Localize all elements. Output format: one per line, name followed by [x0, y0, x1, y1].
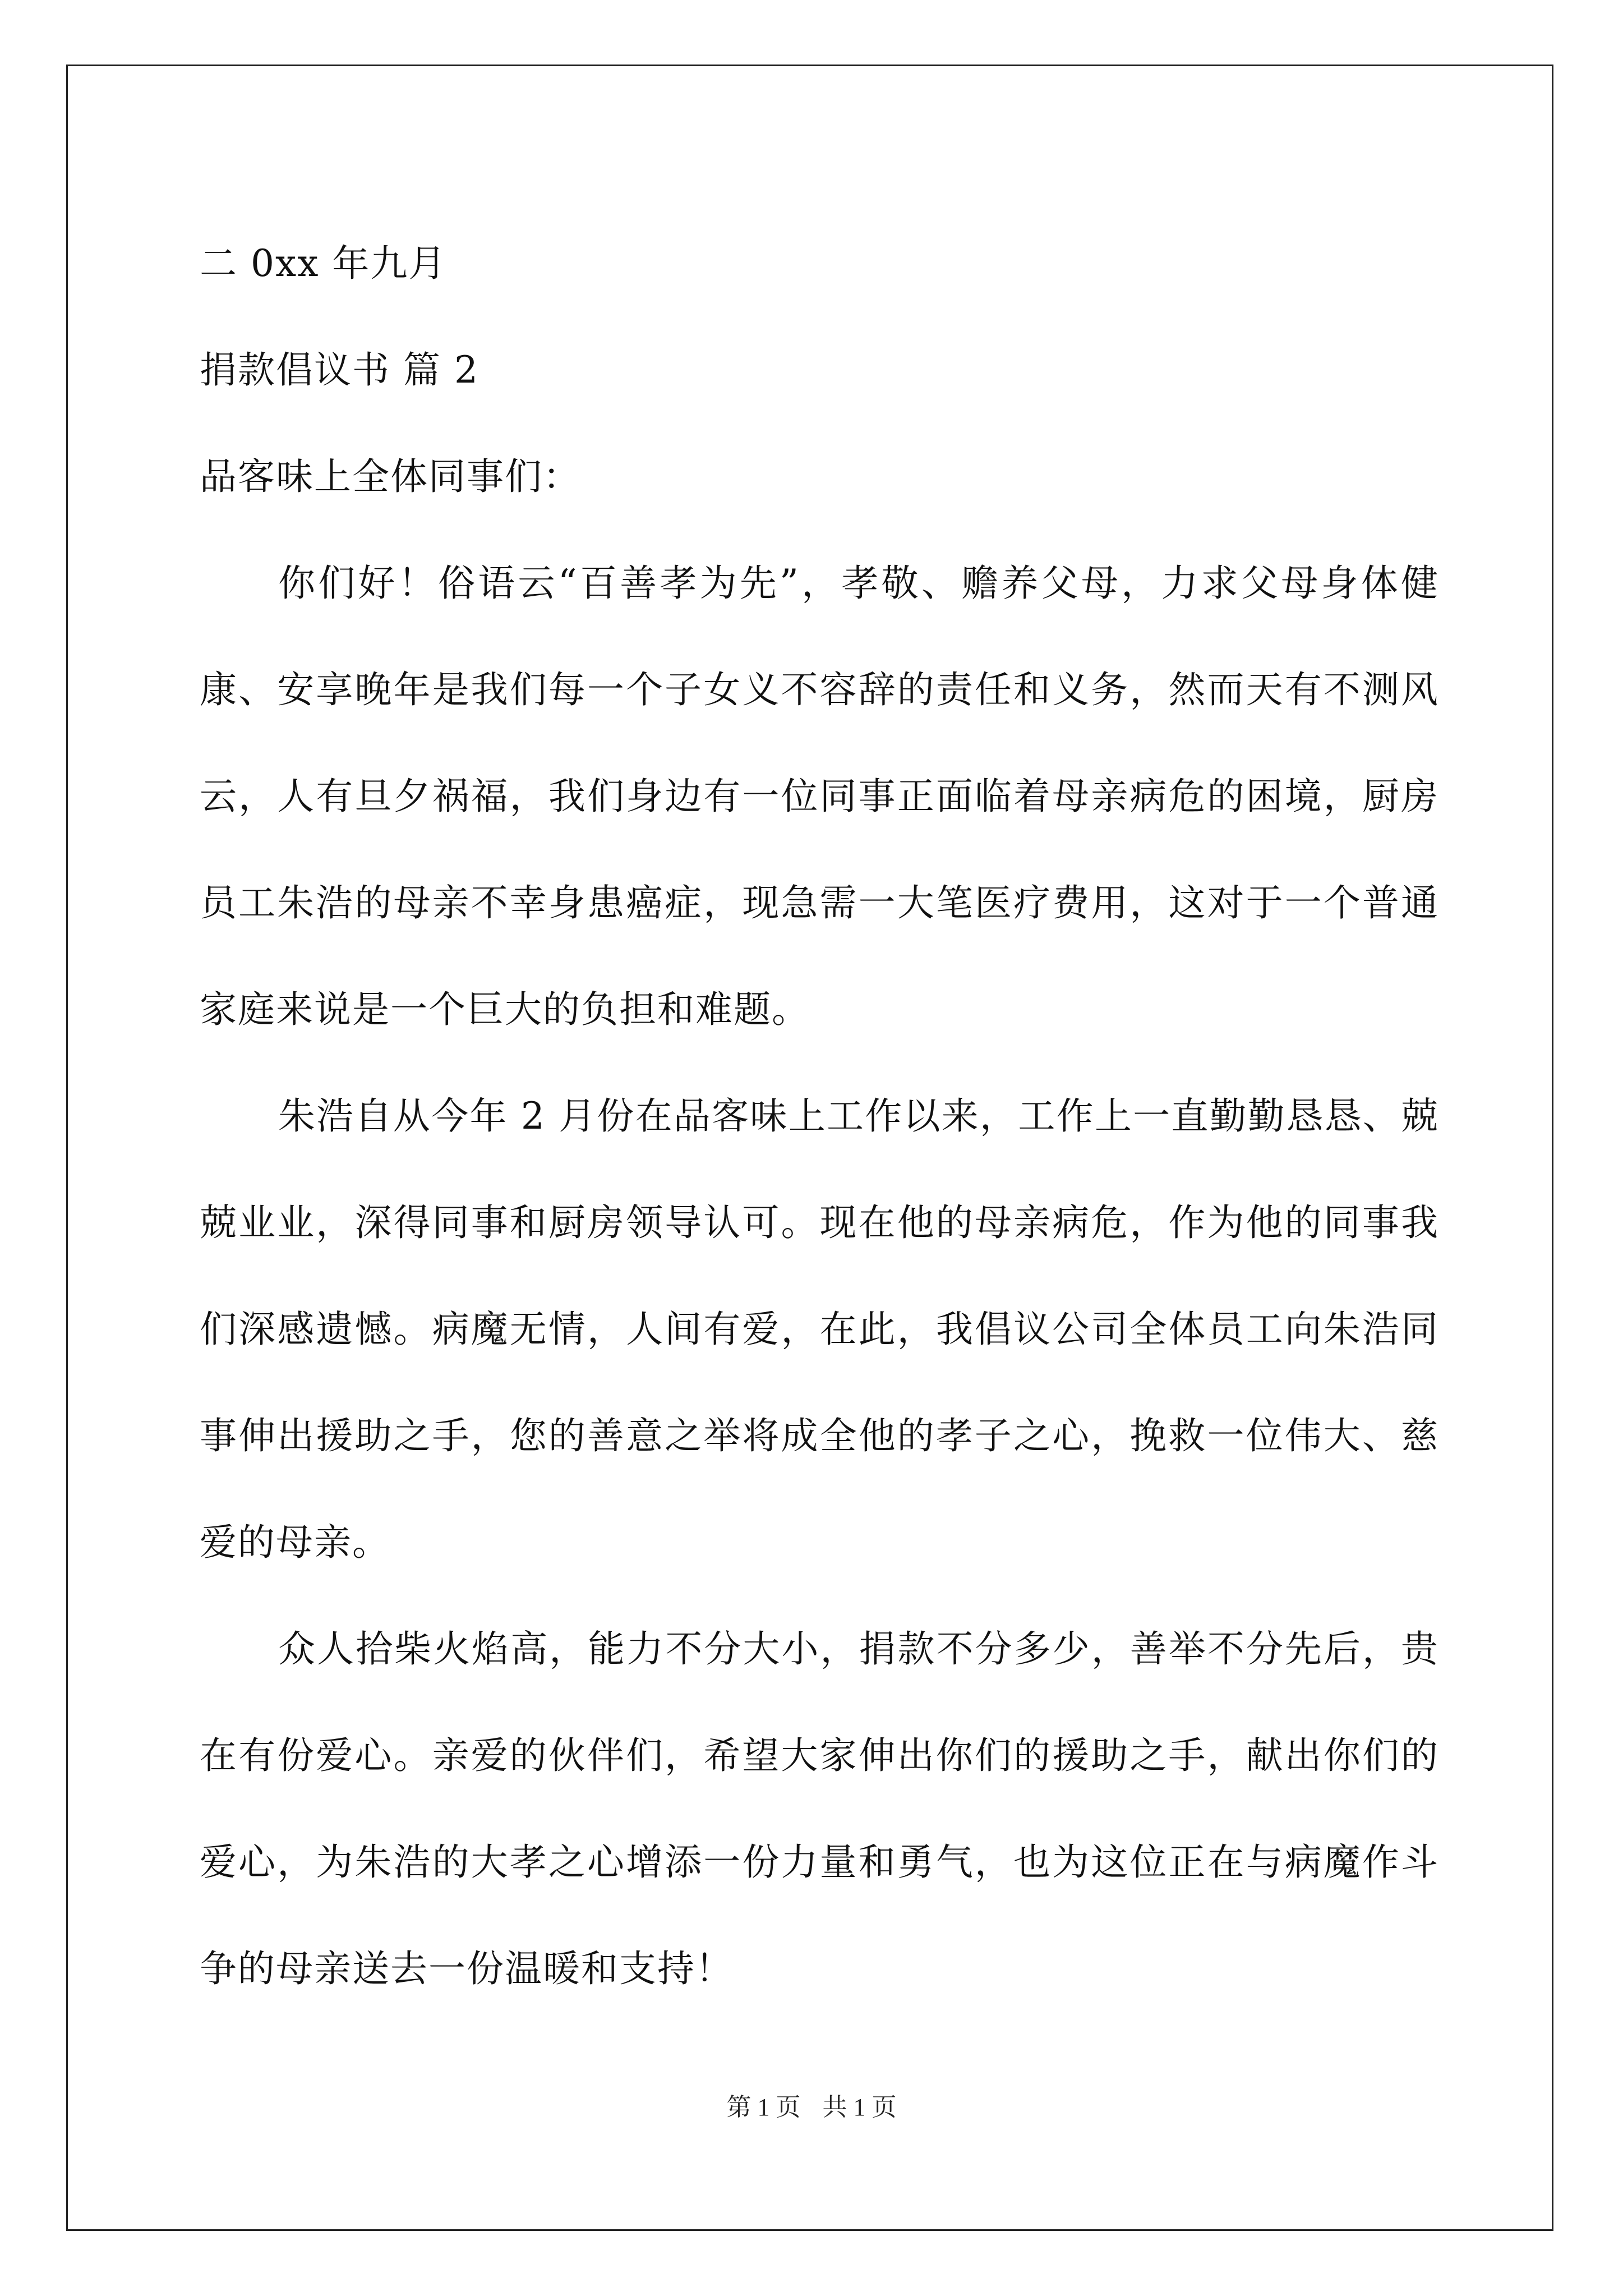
paragraph: 众人拾柴火焰高，能力不分大小，捐款不分多少，善举不分先后，贵在有份爱心。亲爱的伙伴们，希望大家伸出你们的援助之手，献出你们的爱心，为朱浩的大孝之心增添一份力量和勇气，也为这位正在与病魔作斗争的母亲送去一份温暖和支持！ [200, 1627, 1439, 1990]
page-footer [0, 2087, 1623, 2123]
salutation: 品客味上全体同事们： [200, 455, 581, 498]
page-number: 第 1 页 [726, 2093, 801, 2121]
date-line: 二 0xx 年九月 [200, 242, 447, 285]
paragraph: 你们好！俗语云“百善孝为先”，孝敬、赡养父母，力求父母身体健康、安享晚年是我们每一个子女义不容辞的责任和义务，然而天有不测风云，人有旦夕祸福，我们身边有一位同事正面临着母亲病危的困境，厨房员工朱浩的母亲不幸身患癌症，现急需一大笔医疗费用，这对于一个普通家庭来说是一个巨大的负担和难题。 [200, 562, 1439, 1031]
page-total: 共 1 页 [822, 2093, 897, 2121]
section-title: 捐款倡议书 篇 2 [200, 348, 479, 392]
paragraph: 朱浩自从今年 2 月份在品客味上工作以来，工作上一直勤勤恳恳、兢兢业业，深得同事和厨房领导认可。现在他的母亲病危，作为他的同事我们深感遗憾。病魔无情，人间有爱，在此，我倡议公司全体员工向朱浩同事伸出援助之手，您的善意之举将成全他的孝子之心，挽救一位伟大、慈爱的母亲。 [200, 1094, 1439, 1564]
document-body [200, 210, 1439, 2022]
